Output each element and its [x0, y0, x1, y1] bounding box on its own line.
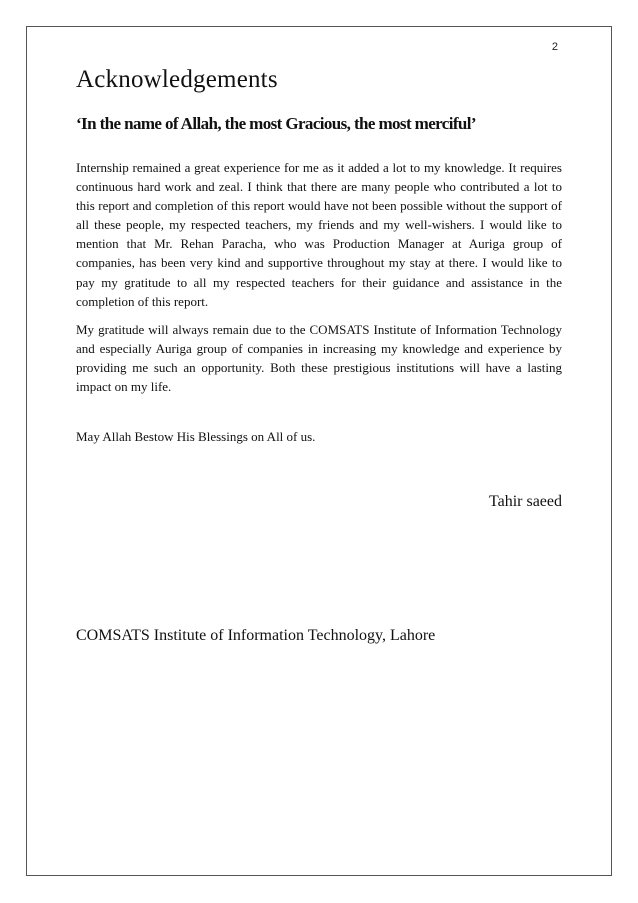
page-title: Acknowledgements	[76, 66, 278, 93]
closing-line: May Allah Bestow His Blessings on All of us.	[76, 429, 316, 444]
acknowledgement-paragraph-1: Internship remained a great experience for me as it added a lot to my knowledge. It requires continuous hard work and zeal. I think that there are many people who contributed a lot to this report and completion of this report would have not been possible without the support of all these people, my respected teachers, my friends and my well-wishers. I would like to mention that Mr. Rehan Paracha, who was Production Manager at Auriga group of companies, has been very kind and supportive throughout my stay at there. I would like to pay my gratitude to all my respected teachers for their guidance and assistance in the completion of this report.	[76, 160, 562, 309]
author-name: Tahir saeed	[488, 493, 562, 510]
invocation-subheading: ‘In the name of Allah, the most Gracious, the most merciful’	[76, 114, 476, 133]
acknowledgement-paragraph-2: My gratitude will always remain due to the COMSATS Institute of Information Technology and especially Auriga group of companies in increasing my knowledge and experience by providing me such an opportunity. Both these prestigious institutions will have a lasting impact on my life.	[76, 322, 562, 395]
page-number: 2	[551, 41, 558, 53]
institution-name: COMSATS Institute of Information Technology, Lahore	[76, 627, 436, 644]
page-border	[26, 26, 612, 876]
